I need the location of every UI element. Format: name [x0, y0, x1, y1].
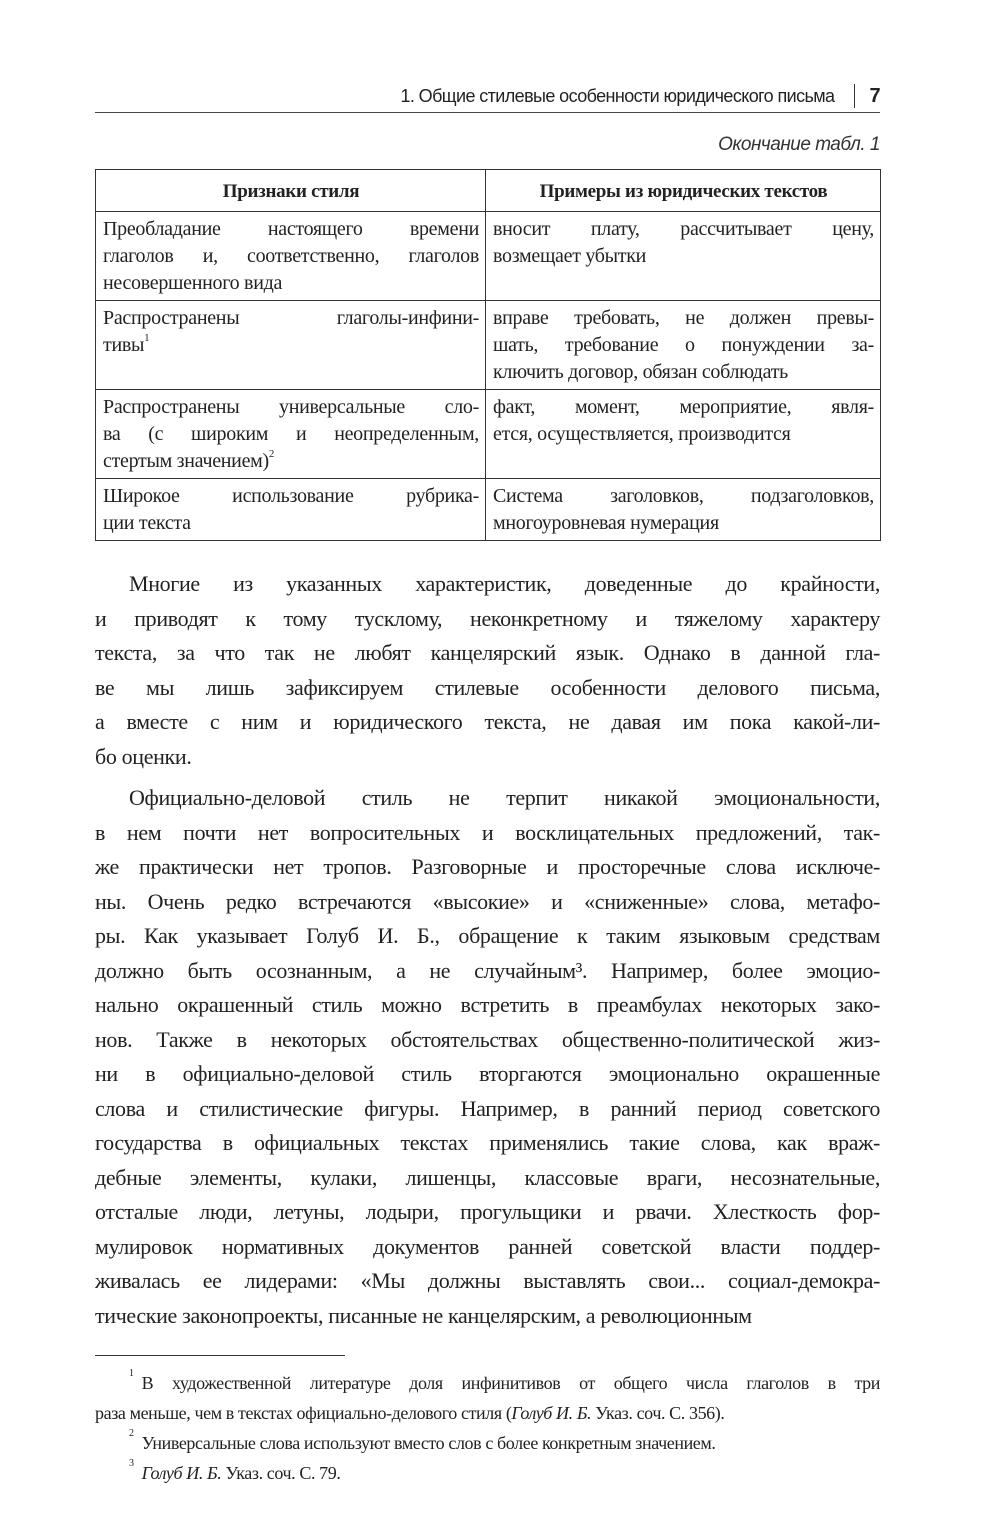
text-line: Официально-деловой стиль не терпит никакой эмоциональности,: [129, 785, 880, 810]
text-line: слова и стилистические фигуры. Например, в ранний период советского: [95, 1095, 880, 1121]
running-head: [95, 80, 880, 113]
footnote-3: [95, 1458, 880, 1488]
cell-line: глаголов и, соответственно, глаголов: [103, 245, 479, 267]
table-row: [96, 390, 881, 479]
cell-line: Распространены универсальные сло-: [103, 396, 479, 418]
text-line: государства в официальных текстах применялись такие слова, как враж-: [95, 1130, 880, 1155]
text-line: нов. Также в некоторых обстоятельствах общественно-политической жиз-: [95, 1026, 880, 1052]
paragraph: [95, 567, 880, 774]
text-line: Многие из указанных характеристик, доведенные до крайности,: [129, 571, 880, 596]
footnote-text: В художественной литературе доля инфинитивов от общего числа глаголов в три: [141, 1373, 880, 1393]
page: [95, 0, 880, 1528]
cell-line: Широкое использование рубрика-: [103, 485, 479, 507]
sign-cell: [96, 301, 486, 390]
example-cell: [486, 390, 881, 479]
body-text: [95, 567, 880, 1333]
cell-line: шать, требование о понуждении за-: [493, 334, 874, 356]
cell-line: многоуровневая нумерация: [493, 512, 719, 534]
cell-line: вправе требовать, не должен превы-: [493, 307, 874, 329]
cell-line: [103, 448, 479, 475]
cell-line: ции текста: [103, 512, 191, 534]
sign-cell: [96, 390, 486, 479]
cell-line: Распространены глаголы-инфини-: [103, 307, 479, 329]
example-cell: [486, 212, 881, 301]
text-line: же практически нет тропов. Разговорные и просторечные слова исключе-: [95, 854, 880, 879]
text-line: текста, за что так не любят канцелярский язык. Однако в данной гла-: [95, 640, 880, 665]
cell-line-text: тивы: [103, 334, 145, 356]
example-cell: [486, 479, 881, 541]
text-line: ны. Очень редко встречаются «высокие» и «сниженные» слова, метафо-: [95, 888, 880, 914]
text-line: дебные элементы, кулаки, лишенцы, классовые враги, несознательные,: [95, 1164, 880, 1190]
table-row: [96, 212, 881, 301]
text-line: ве мы лишь зафиксируем стилевые особенности делового письма,: [95, 674, 880, 700]
text-line: в нем почти нет вопросительных и восклицательных предложений, так-: [95, 819, 880, 845]
text-line: должно быть осознанным, а не случайным³. Например, более эмоцио-: [95, 957, 880, 983]
cell-line-text: стертым значением): [103, 450, 269, 472]
table-row: [96, 301, 881, 390]
style-features-table: [95, 169, 881, 541]
cell-line: ключить договор, обязан соблюдать: [493, 361, 789, 383]
text-line: бо оценки.: [95, 743, 192, 769]
footnote-1-cont: [95, 1398, 880, 1428]
footnote-2: [95, 1428, 880, 1458]
footnote-marker: 1: [129, 1368, 134, 1379]
cell-line: ется, осуществляется, производится: [493, 423, 791, 445]
text-line: а вместе с ним и юридического текста, не давая им пока какой-ли-: [95, 709, 880, 734]
footnote-1: [95, 1368, 880, 1398]
footnote-marker: 3: [129, 1458, 134, 1469]
footnote-text: раза меньше, чем в текстах официально-делового стиля (: [95, 1403, 512, 1423]
footnote-ref: 2: [268, 448, 275, 460]
footnote-text: Указ. соч. С. 79.: [221, 1463, 341, 1483]
table-header: Признаки стиля: [96, 170, 486, 212]
paragraph: [95, 781, 880, 1333]
sign-cell: [96, 479, 486, 541]
text-line: и приводят к тому тусклому, неконкретному и тяжелому характеру: [95, 605, 880, 631]
text-line: отсталые люди, летуны, лодыри, прогульщики и рвачи. Хлесткость фор-: [95, 1199, 880, 1224]
cell-line: факт, момент, мероприятие, явля-: [493, 396, 874, 418]
cell-line: [103, 332, 479, 359]
footnote-author: Голуб И. Б.: [141, 1463, 222, 1483]
text-line: ни в официально-деловой стиль вторгаются эмоционально окрашенные: [95, 1061, 880, 1086]
table-header: Примеры из юридических текстов: [486, 170, 881, 212]
footnote-text: Указ. соч. С. 356).: [591, 1403, 725, 1423]
text-line: ры. Как указывает Голуб И. Б., обращение к таким языковым средствам: [95, 923, 880, 948]
cell-line: ва (с широким и неопределенным,: [103, 423, 479, 445]
text-line: живалась ее лидерами: «Мы должны выставлять свои... социал-демокра-: [95, 1268, 880, 1293]
cell-line: вносит плату, рассчитывает цену,: [493, 218, 874, 240]
cell-line: Система заголовков, подзаголовков,: [493, 485, 874, 507]
running-head-title: 1. Общие стилевые особенности юридического письма: [400, 85, 835, 106]
text-line: мулировок нормативных документов ранней советской власти поддер-: [95, 1233, 880, 1259]
footnote-text: Универсальные слова используют вместо слов с более конкретным значением.: [141, 1433, 716, 1453]
sign-cell: [96, 212, 486, 301]
cell-line: Преобладание настоящего времени: [103, 218, 479, 240]
footnote-author: Голуб И. Б.: [511, 1403, 592, 1423]
cell-line: несовершенного вида: [103, 272, 283, 294]
text-line: нально окрашенный стиль можно встретить в преамбулах некоторых зако-: [95, 992, 880, 1017]
cell-line: возмещает убытки: [493, 245, 647, 267]
footnote-ref: 1: [144, 332, 150, 344]
footnote-rule: [95, 1355, 345, 1356]
table-row: [96, 479, 881, 541]
footnotes: [95, 1368, 880, 1488]
footnote-marker: 2: [129, 1428, 134, 1439]
table-caption: Окончание табл. 1: [718, 134, 880, 155]
page-number: 7: [869, 84, 880, 107]
text-line: тические законопроекты, писанные не канцелярским, а революционным: [95, 1302, 752, 1328]
running-head-separator: [854, 84, 855, 108]
example-cell: [486, 301, 881, 390]
